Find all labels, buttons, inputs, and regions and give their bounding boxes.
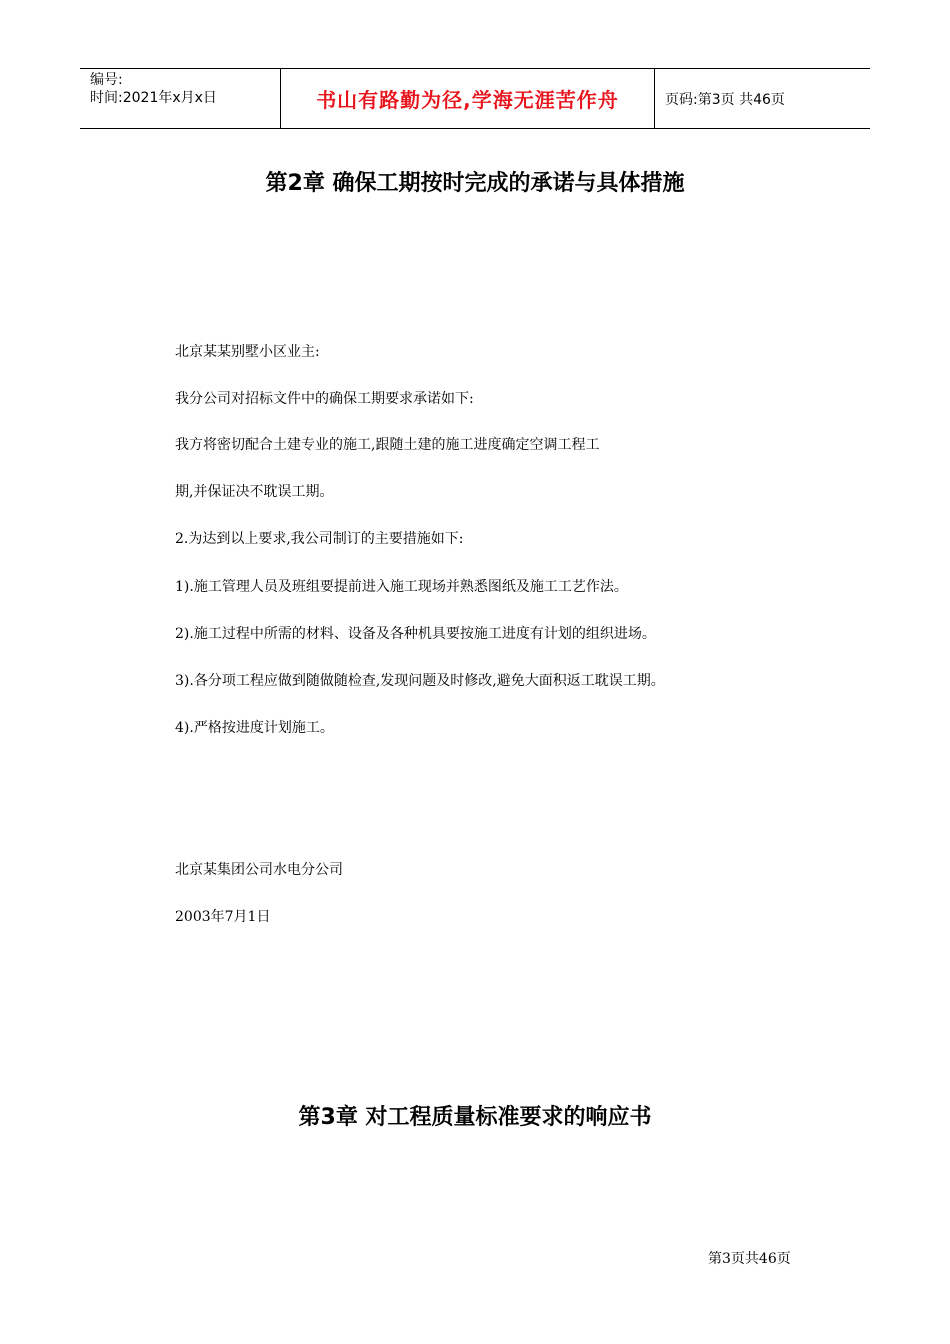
signature-company: 北京某集团公司水电分公司: [175, 862, 343, 878]
number-label: 编号:: [90, 72, 123, 88]
salutation: 北京某某别墅小区业主:: [175, 344, 320, 360]
chapter-2-title: 第2章 确保工期按时完成的承诺与具体措施: [265, 171, 685, 196]
measure-item: 1).施工管理人员及班组要提前进入施工现场并熟悉图纸及施工工艺作法。: [175, 579, 628, 595]
header-page-cell: [655, 69, 870, 128]
body-line: 2.为达到以上要求,我公司制订的主要措施如下:: [175, 531, 464, 547]
measure-item: 4).严格按进度计划施工。: [175, 720, 334, 736]
header-meta: [80, 69, 281, 128]
header-page-label: 页码:第3页 共46页: [665, 91, 785, 108]
body-line: 期,并保证决不耽误工期。: [175, 484, 334, 500]
page-footer: 第3页共46页: [708, 1251, 791, 1267]
measure-item: 3).各分项工程应做到随做随检查,发现问题及时修改,避免大面积返工耽误工期。: [175, 673, 665, 689]
time-label: 时间:2021年x月x日: [90, 90, 217, 106]
measure-item: 2).施工过程中所需的材料、设备及各种机具要按施工进度有计划的组织进场。: [175, 626, 656, 642]
header-motto: 书山有路勤为径,学海无涯苦作舟: [316, 88, 619, 112]
chapter-3-title: 第3章 对工程质量标准要求的响应书: [298, 1105, 652, 1130]
body-line: 我分公司对招标文件中的确保工期要求承诺如下:: [175, 391, 474, 407]
signature-date: 2003年7月1日: [175, 909, 271, 925]
body-line: 我方将密切配合土建专业的施工,跟随土建的施工进度确定空调工程工: [175, 437, 600, 453]
page-header: [80, 68, 870, 129]
header-motto-cell: [281, 69, 655, 128]
